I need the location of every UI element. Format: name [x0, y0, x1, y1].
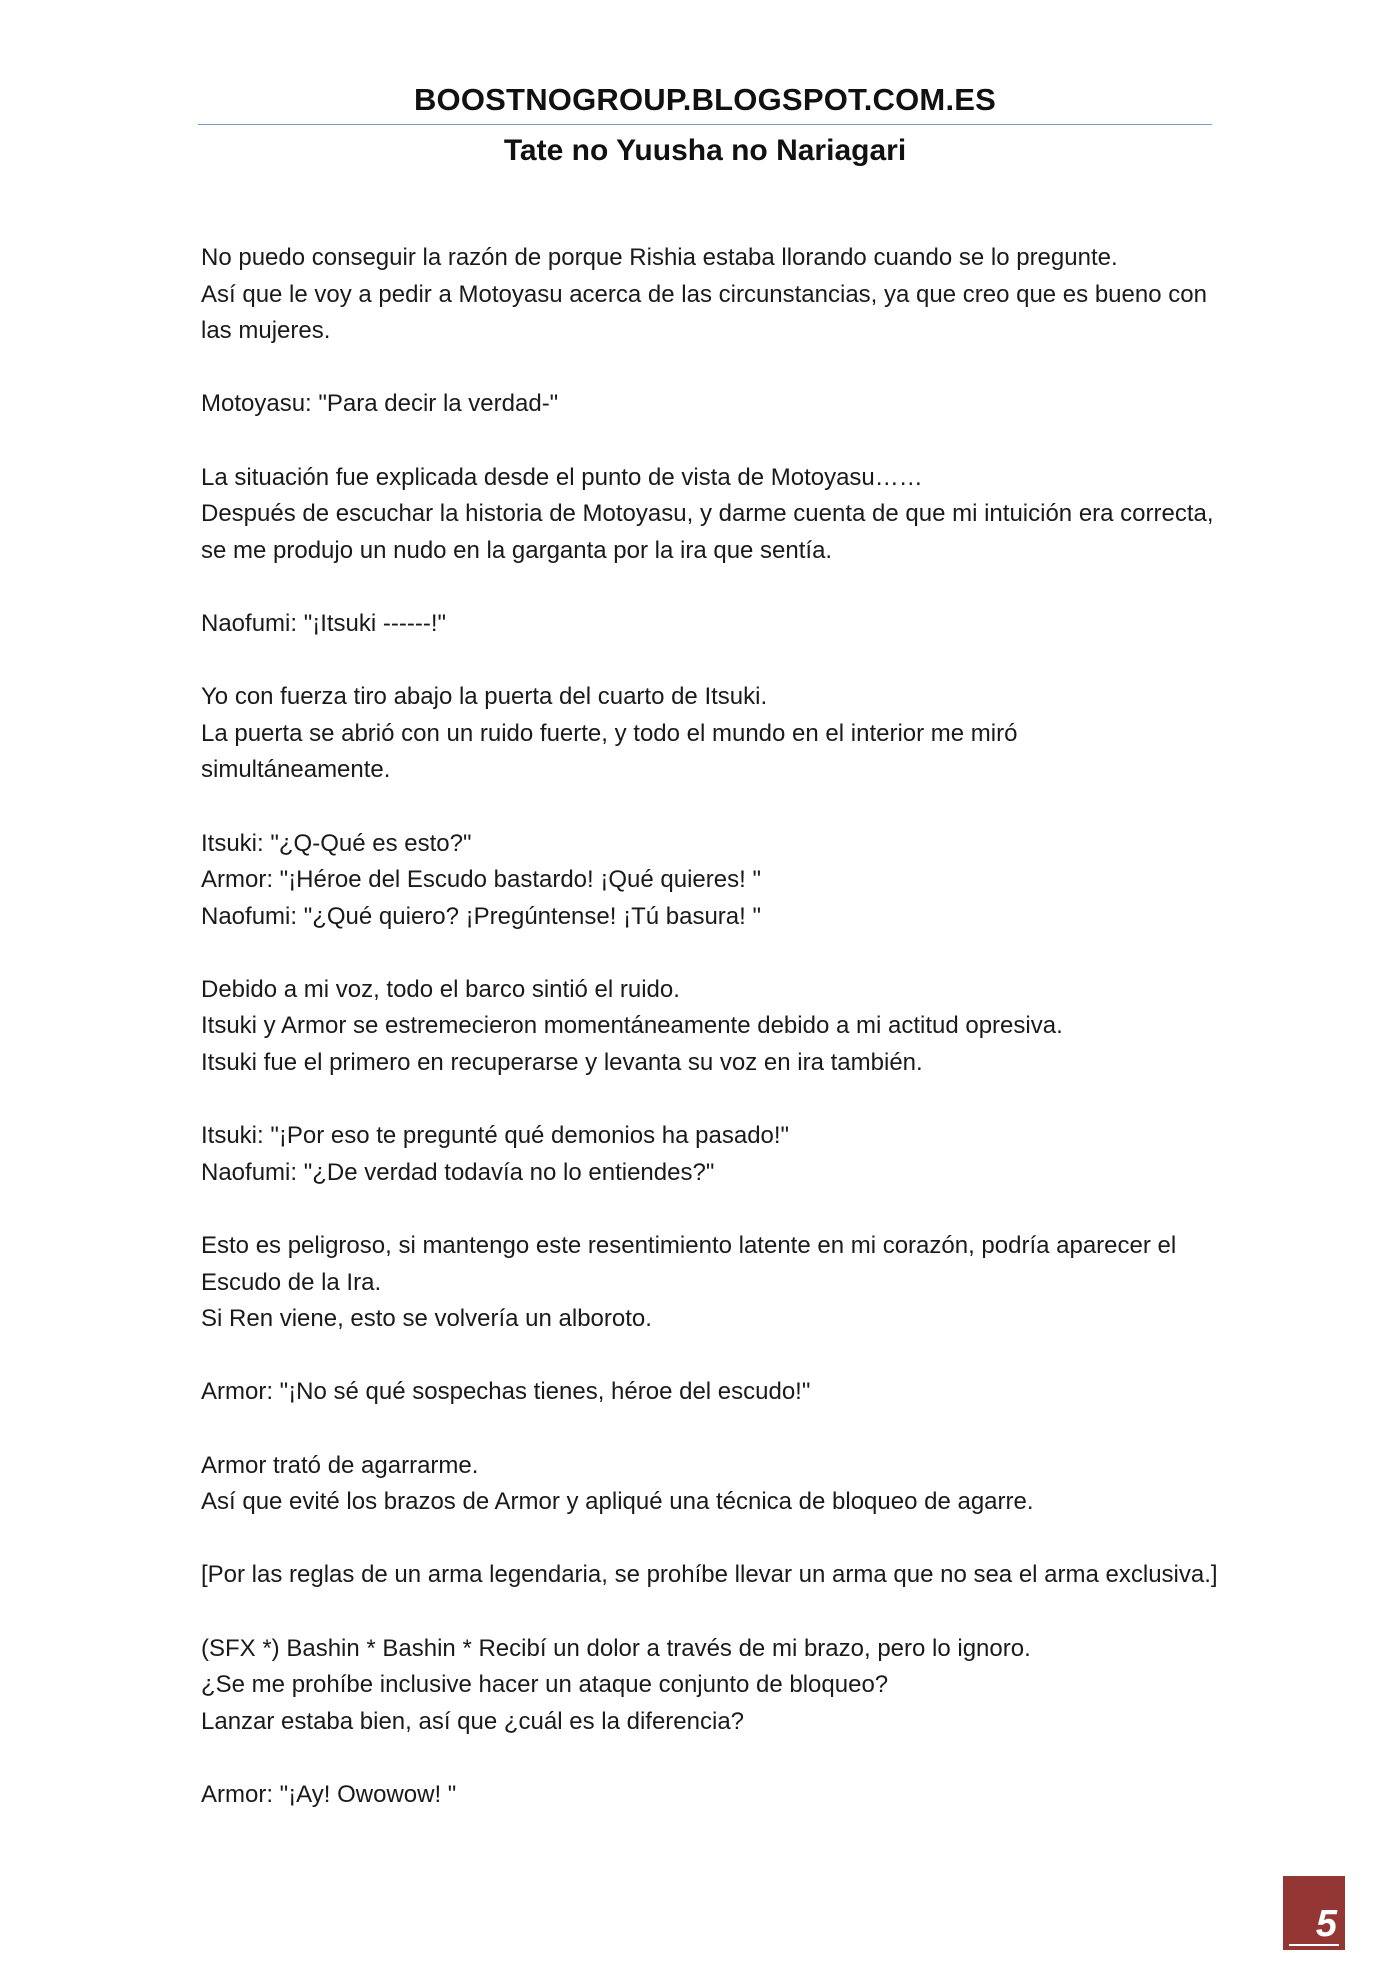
text-line: simultáneamente. [201, 756, 391, 784]
text-line: las mujeres. [201, 317, 331, 345]
text-line: Yo con fuerza tiro abajo la puerta del cuarto de Itsuki. [201, 683, 768, 711]
text-line: Armor: "¡No sé qué sospechas tienes, héroe del escudo!" [201, 1378, 811, 1406]
page-number: 5 [1315, 1903, 1337, 1945]
text-line: Naofumi: "¿De verdad todavía no lo entiendes?" [201, 1158, 715, 1186]
document-body [201, 240, 1218, 1814]
text-line: Motoyasu: "Para decir la verdad-" [201, 390, 559, 418]
text-line: La situación fue explicada desde el punto de vista de Motoyasu…… [201, 463, 923, 491]
paragraph [201, 1374, 1213, 1411]
paragraph [201, 240, 1213, 350]
text-line: Naofumi: "¡Itsuki ------!" [201, 609, 447, 637]
paragraph-gap [201, 1082, 1213, 1119]
site-url: BOOSTNOGROUP.BLOGSPOT.COM.ES [413, 82, 997, 117]
paragraph-gap [201, 1594, 1213, 1631]
paragraph [201, 679, 1213, 789]
paragraph [201, 1631, 1213, 1741]
document-title: Tate no Yuusha no Nariagari [503, 134, 907, 167]
paragraph-gap [201, 789, 1213, 826]
paragraph [201, 386, 1213, 423]
paragraph-gap [201, 1521, 1213, 1558]
text-line: Debido a mi voz, todo el barco sintió el ruido. [201, 975, 680, 1003]
paragraph [201, 826, 1213, 936]
text-line: Naofumi: "¿Qué quiero? ¡Pregúntense! ¡Tú basura! " [201, 902, 761, 930]
paragraph [201, 606, 1213, 643]
paragraph [201, 1557, 1218, 1594]
paragraph-gap [201, 1740, 1213, 1777]
text-line: ¿Se me prohíbe inclusive hacer un ataque conjunto de bloqueo? [201, 1671, 889, 1699]
paragraph-gap [201, 569, 1213, 606]
text-line: Armor trató de agarrarme. [201, 1451, 479, 1479]
text-line: Armor: "¡Héroe del Escudo bastardo! ¡Qué quieres! " [201, 866, 761, 894]
text-line: La puerta se abrió con un ruido fuerte, y todo el mundo en el interior me miró [201, 719, 1018, 747]
text-line: (SFX *) Bashin * Bashin * Recibí un dolor a través de mi brazo, pero lo ignoro. [201, 1634, 1031, 1662]
header-rule [198, 124, 1212, 125]
text-line: Itsuki fue el primero en recuperarse y levanta su voz en ira también. [201, 1049, 923, 1077]
text-line: Itsuki: "¿Q-Qué es esto?" [201, 829, 472, 857]
paragraph-gap [201, 643, 1213, 680]
text-line: Lanzar estaba bien, así que ¿cuál es la diferencia? [201, 1707, 745, 1735]
text-line: Armor: "¡Ay! Owowow! " [201, 1780, 457, 1808]
paragraph [201, 1448, 1213, 1521]
page-number-underline [1289, 1944, 1339, 1946]
paragraph-gap [201, 935, 1213, 972]
text-line: Itsuki: "¡Por eso te pregunté qué demonios ha pasado!" [201, 1122, 790, 1150]
text-line: [Por las reglas de un arma legendaria, se prohíbe llevar un arma que no sea el arma exclusiva.] [201, 1561, 1218, 1589]
paragraph-gap [201, 423, 1213, 460]
text-line: Escudo de la Ira. [201, 1268, 382, 1296]
text-line: Esto es peligroso, si mantengo este resentimiento latente en mi corazón, podría aparecer el [201, 1232, 1177, 1260]
paragraph [201, 1118, 1213, 1191]
paragraph-gap [201, 350, 1213, 387]
paragraph [201, 972, 1213, 1082]
text-line: Después de escuchar la historia de Motoyasu, y darme cuenta de que mi intuición era correcta, [201, 500, 1214, 528]
paragraph-gap [201, 1338, 1213, 1375]
paragraph [201, 460, 1213, 570]
page-header [198, 80, 1212, 171]
paragraph [201, 1228, 1213, 1338]
paragraph-gap [201, 1411, 1213, 1448]
text-line: Así que evité los brazos de Armor y apliqué una técnica de bloqueo de agarre. [201, 1488, 1034, 1516]
text-line: Itsuki y Armor se estremecieron momentáneamente debido a mi actitud opresiva. [201, 1012, 1063, 1040]
paragraph [201, 1777, 1213, 1814]
text-line: Así que le voy a pedir a Motoyasu acerca de las circunstancias, ya que creo que es bueno con [201, 280, 1207, 308]
text-line: No puedo conseguir la razón de porque Rishia estaba llorando cuando se lo pregunte. [201, 244, 1118, 271]
text-line: Si Ren viene, esto se volvería un alboroto. [201, 1305, 652, 1333]
page-number-badge [1283, 1876, 1345, 1950]
text-line: se me produjo un nudo en la garganta por la ira que sentía. [201, 536, 833, 564]
paragraph-gap [201, 1191, 1213, 1228]
